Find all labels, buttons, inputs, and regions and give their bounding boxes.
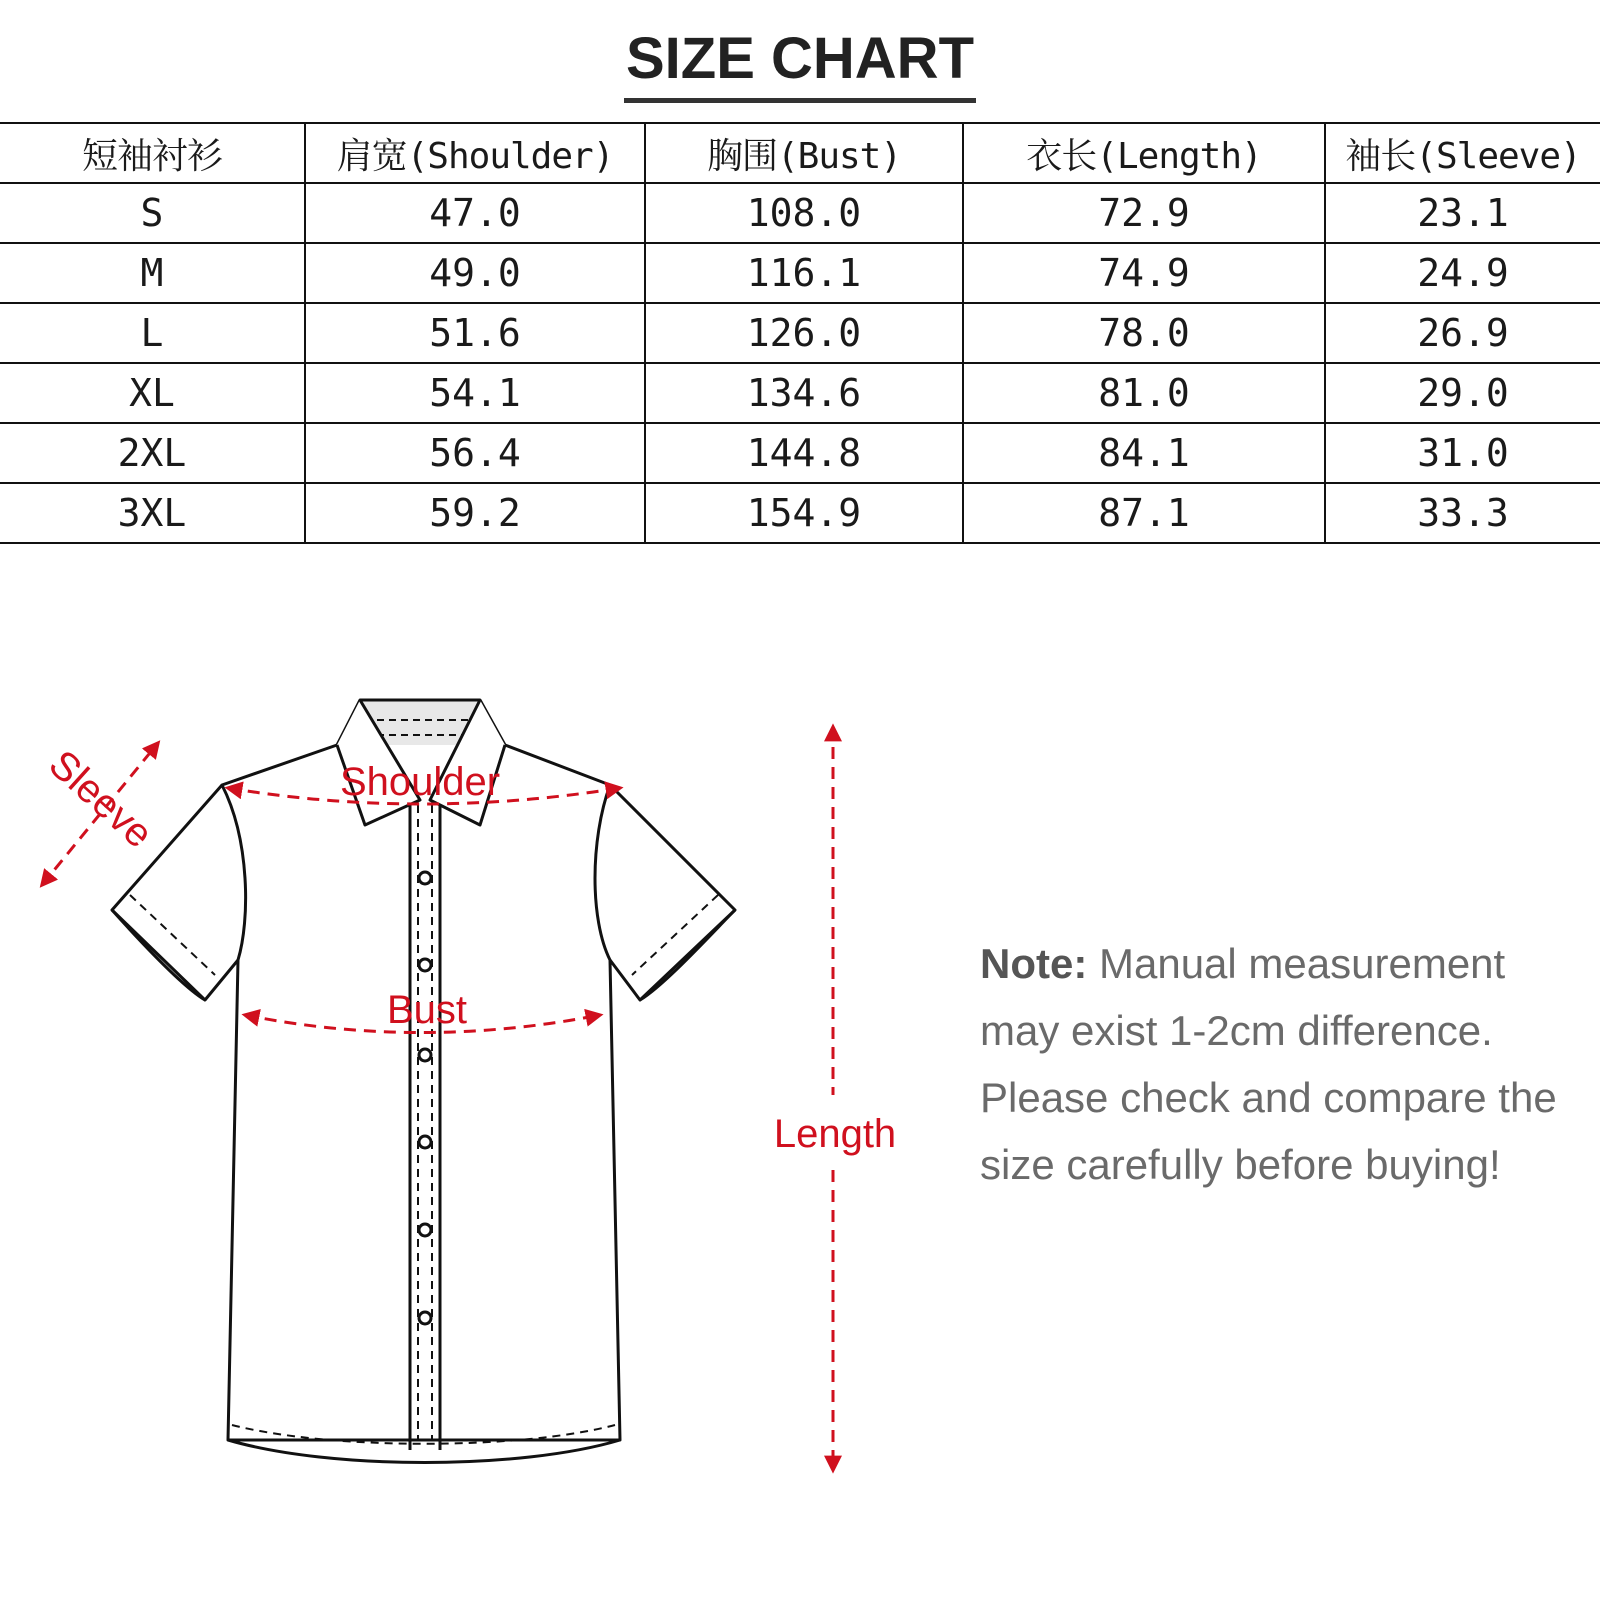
table-row — [0, 303, 1600, 363]
size-cell: S — [0, 183, 305, 243]
shoulder-cell: 54.1 — [305, 363, 645, 423]
table-row — [0, 363, 1600, 423]
sleeve-cell: 29.0 — [1325, 363, 1600, 423]
size-cell: 3XL — [0, 483, 305, 543]
size-table — [0, 122, 1600, 544]
table-row — [0, 483, 1600, 543]
length-cell: 72.9 — [963, 183, 1325, 243]
bust-cell: 154.9 — [645, 483, 963, 543]
sleeve-cell: 24.9 — [1325, 243, 1600, 303]
shoulder-cell: 49.0 — [305, 243, 645, 303]
shoulder-label: Shoulder — [339, 760, 501, 804]
size-cell: XL — [0, 363, 305, 423]
length-cell: 84.1 — [963, 423, 1325, 483]
length-cell: 74.9 — [963, 243, 1325, 303]
button-icon — [419, 1224, 431, 1236]
title-block — [0, 20, 1600, 103]
header-cell-shoulder: 肩宽(Shoulder) — [305, 123, 645, 183]
page-title: SIZE CHART — [624, 20, 976, 103]
note-label: Note: — [980, 940, 1088, 987]
length-label: Length — [773, 1112, 897, 1156]
note-block — [980, 930, 1580, 1198]
header-cell-bust: 胸围(Bust) — [645, 123, 963, 183]
shirt-body — [112, 745, 735, 1440]
shoulder-cell: 51.6 — [305, 303, 645, 363]
shoulder-cell: 47.0 — [305, 183, 645, 243]
table-row — [0, 423, 1600, 483]
note-text: Manual measurement may exist 1-2cm difference. Please check and compare the size carefully before buying! — [980, 940, 1557, 1188]
shoulder-cell: 59.2 — [305, 483, 645, 543]
bust-cell: 134.6 — [645, 363, 963, 423]
bust-cell: 126.0 — [645, 303, 963, 363]
shirt-hem — [228, 1440, 620, 1463]
header-cell-type: 短袖衬衫 — [0, 123, 305, 183]
length-cell: 78.0 — [963, 303, 1325, 363]
size-cell: M — [0, 243, 305, 303]
shirt-illustration — [112, 700, 735, 1463]
sleeve-label: Sleeve — [40, 741, 161, 857]
header-cell-sleeve: 袖长(Sleeve) — [1325, 123, 1600, 183]
button-icon — [419, 1049, 431, 1061]
bust-cell: 108.0 — [645, 183, 963, 243]
bust-cell: 116.1 — [645, 243, 963, 303]
shoulder-cell: 56.4 — [305, 423, 645, 483]
shirt-diagram — [0, 640, 960, 1500]
sleeve-cell: 26.9 — [1325, 303, 1600, 363]
sleeve-cell: 23.1 — [1325, 183, 1600, 243]
bust-cell: 144.8 — [645, 423, 963, 483]
table-row — [0, 183, 1600, 243]
button-icon — [419, 959, 431, 971]
length-cell: 81.0 — [963, 363, 1325, 423]
sleeve-cell: 33.3 — [1325, 483, 1600, 543]
table-row — [0, 243, 1600, 303]
button-icon — [419, 1136, 431, 1148]
table-header-row — [0, 123, 1600, 183]
size-cell: L — [0, 303, 305, 363]
button-icon — [419, 872, 431, 884]
sleeve-cell: 31.0 — [1325, 423, 1600, 483]
size-cell: 2XL — [0, 423, 305, 483]
button-icon — [419, 1312, 431, 1324]
header-cell-length: 衣长(Length) — [963, 123, 1325, 183]
length-cell: 87.1 — [963, 483, 1325, 543]
bust-label: Bust — [386, 988, 468, 1032]
